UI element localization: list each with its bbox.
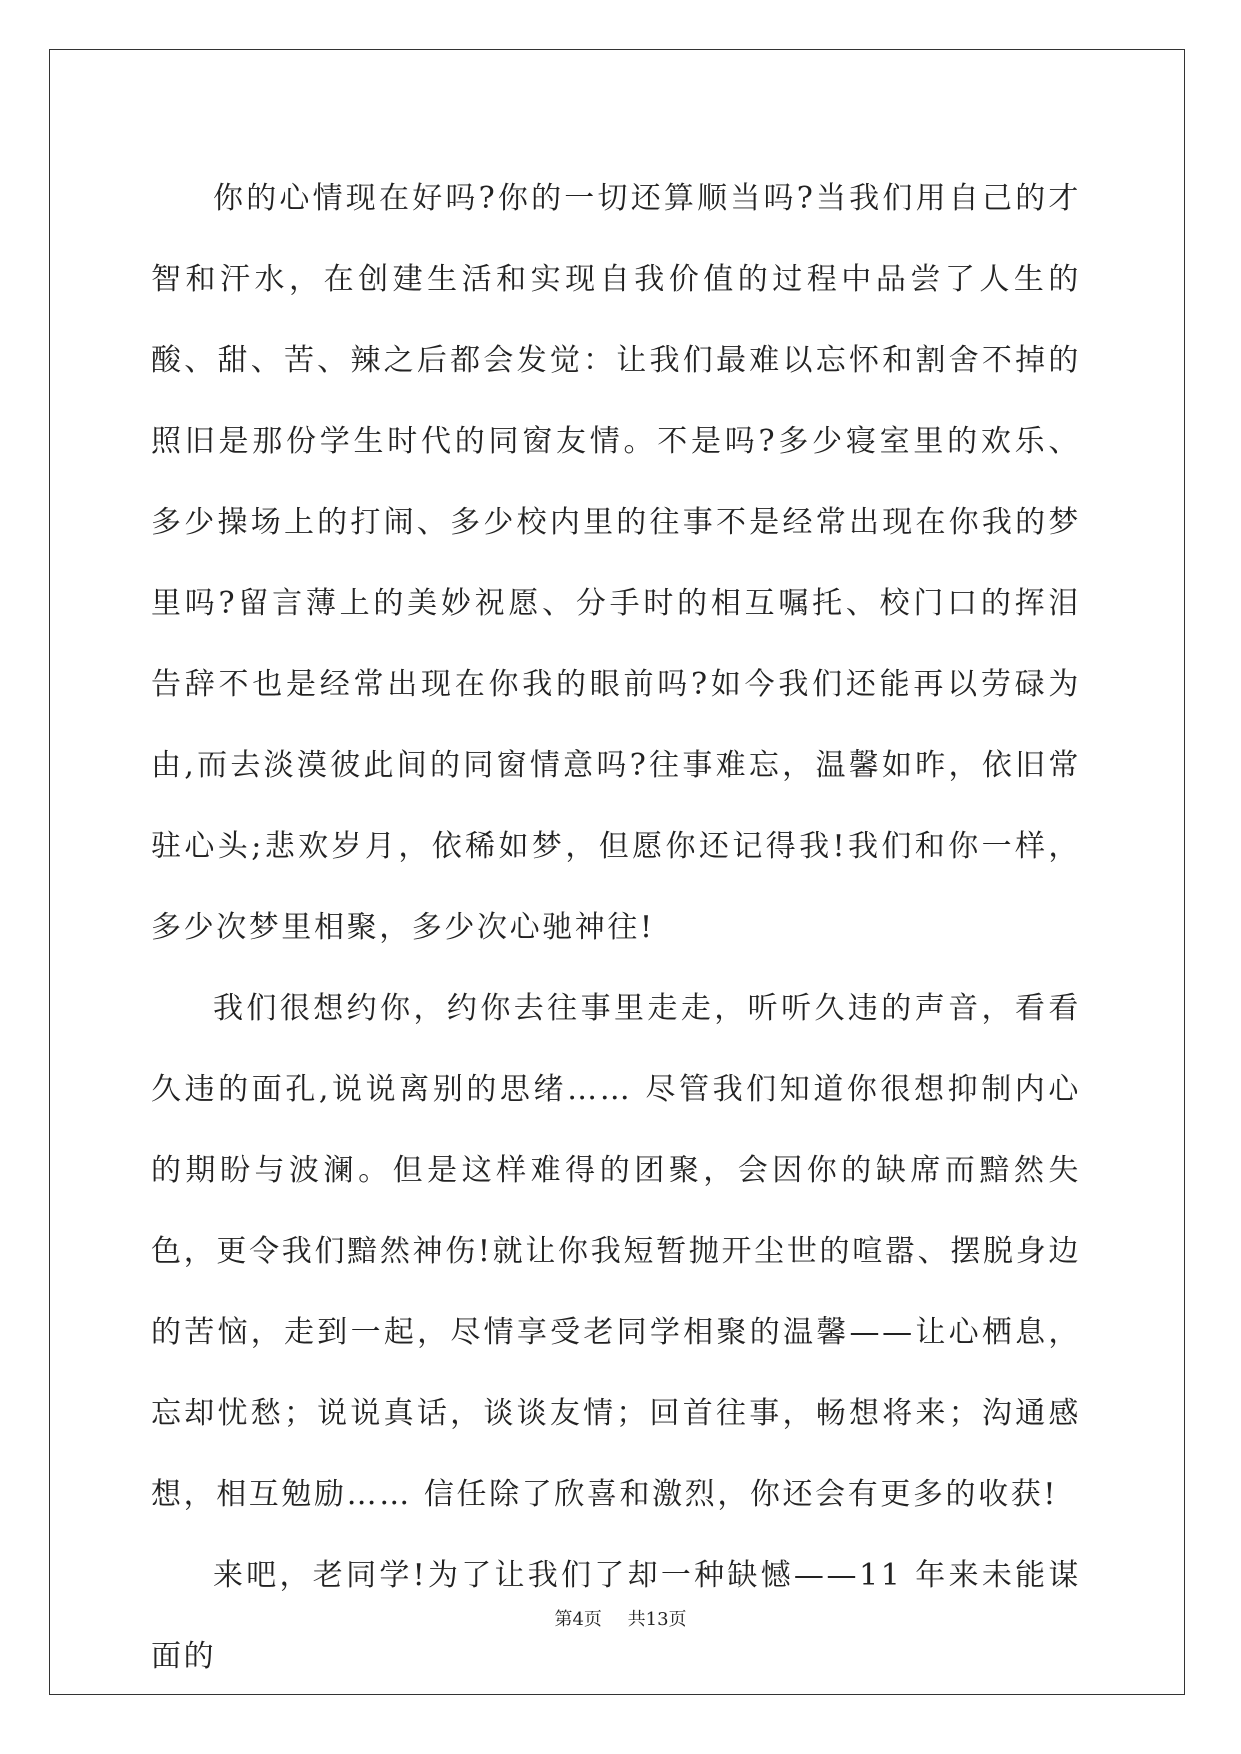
paragraph-3: 来吧，老同学!为了让我们了却一种缺憾——11 年来未能谋面的	[151, 1558, 1081, 1674]
paragraph-1: 你的心情现在好吗?你的一切还算顺当吗?当我们用自己的才智和汗水，在创建生活和实现自我价值的过程中品尝了人生的酸、甜、苦、辣之后都会发觉：让我们最难以忘怀和割舍不掉的照旧是那份学生时代的同窗友情。不是吗?多少寝室里的欢乐、多少操场上的打闹、多少校内里的往事不是经常出现在你我的梦里吗?留言薄上的美妙祝愿、分手时的相互嘱托、校门口的挥泪告辞不也是经常出现在你我的眼前吗?如今我们还能再以劳碌为由,而去淡漠彼此间的同窗情意吗?往事难忘，温馨如昨，依旧常驻心头;悲欢岁月，依稀如梦，但愿你还记得我!我们和你一样，多少次梦里相聚，多少次心驰神往!	[151, 181, 1081, 945]
page-footer	[0, 1605, 1241, 1631]
page-number: 第4页	[554, 1609, 602, 1630]
paragraph-2: 我们很想约你，约你去往事里走走，听听久违的声音，看看久违的面孔,说说离别的思绪…… 尽管我们知道你很想抑制内心的期盼与波澜。但是这样难得的团聚，会因你的缺席而黯然失色，更令我们黯然神伤!就让你我短暂抛开尘世的喧嚣、摆脱身边的苦恼，走到一起，尽情享受老同学相聚的温馨——让心栖息，忘却忧愁；说说真话，谈谈友情；回首往事，畅想将来；沟通感想，相互勉励…… 信任除了欣喜和激烈，你还会有更多的收获!	[151, 991, 1081, 1512]
document-body	[151, 158, 1081, 1697]
total-pages: 共13页	[627, 1609, 687, 1630]
